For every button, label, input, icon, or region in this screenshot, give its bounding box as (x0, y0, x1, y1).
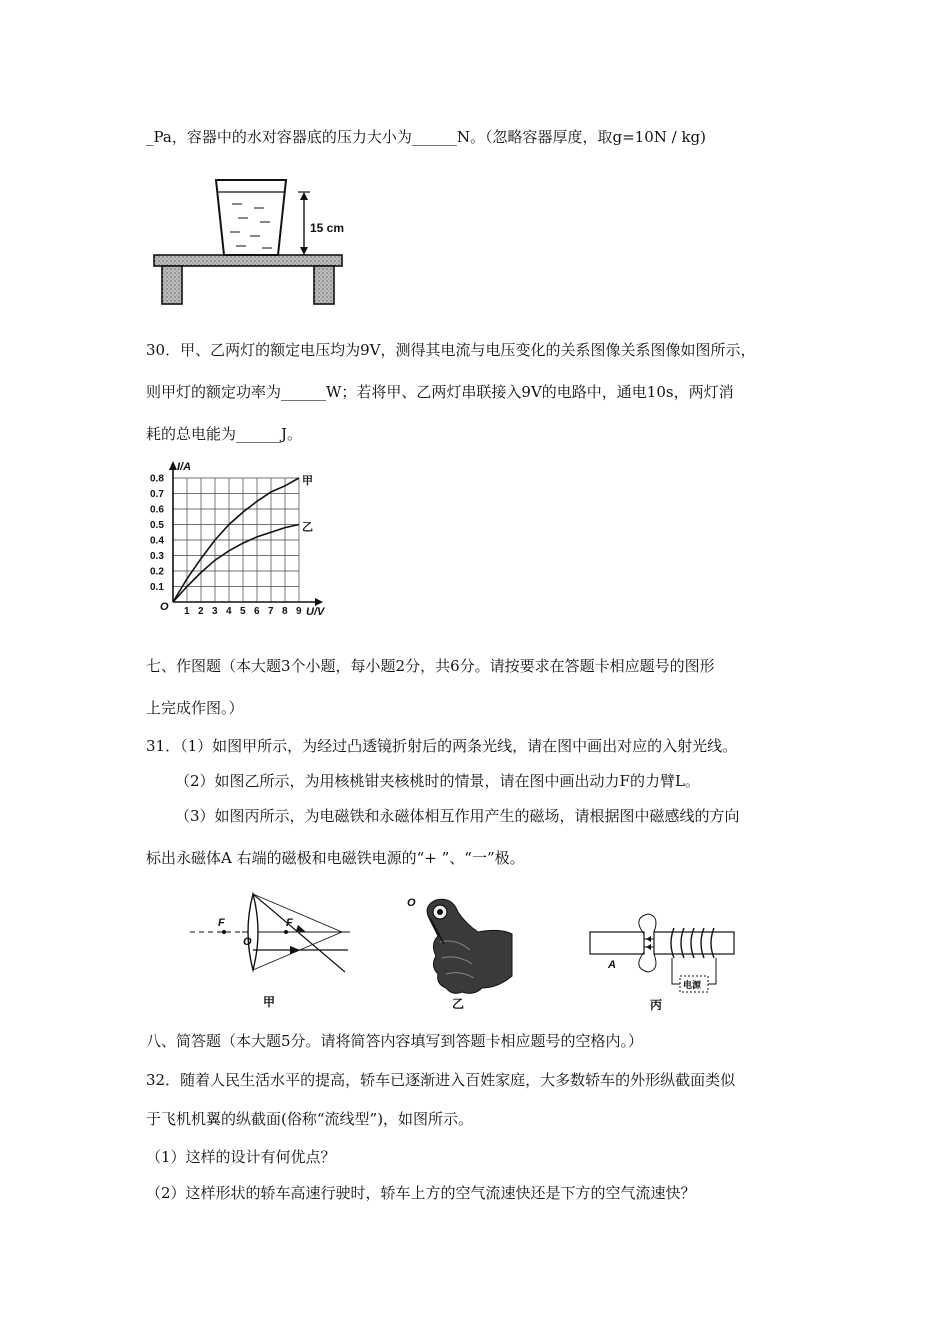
iv-chart (145, 458, 345, 618)
chart-grid (173, 478, 299, 602)
fig-yi-nutcracker (400, 892, 520, 1012)
q32-line-1: 32．随着人民生活水平的提高，轿车已逐渐进入百姓家庭，大多数轿车的外形纵截面类似 (146, 1071, 736, 1089)
q32-line-2: 于飞机机翼的纵截面(俗称“流线型”)，如图所示。 (146, 1110, 474, 1128)
fig-bing-electromagnet (588, 912, 738, 1012)
x-tick-label: 3 (212, 606, 218, 617)
q30-line-3: 耗的总电能为______J。 (146, 425, 303, 443)
section7-line-1: 七、作图题（本大题3个小题，每小题2分，共6分。请按要求在答题卡相应题号的图形 (146, 657, 715, 675)
focus-left-label: F (218, 917, 225, 929)
q30-line-1: 30．甲、乙两灯的额定电压均为9V，测得其电流与电压变化的关系图像关系图像如图所示， (146, 341, 756, 359)
y-tick-label: 0.2 (150, 566, 164, 578)
height-arrow (298, 192, 310, 255)
q29-container-figure (150, 172, 360, 307)
x-tick-label: 6 (254, 606, 260, 617)
chart-xlabel: U/V (306, 606, 325, 618)
series-label: 乙 (302, 521, 313, 534)
fig-yi-caption: 乙 (452, 997, 465, 1011)
container-shape (216, 180, 286, 255)
x-tick-label: 9 (296, 606, 302, 617)
y-tick-label: 0.5 (150, 520, 164, 531)
fig-bing-caption: 丙 (650, 998, 663, 1012)
q31-line-1: 31．（1）如图甲所示，为经过凸透镜折射后的两条光线，请在图中画出对应的入射光线。 (146, 737, 738, 755)
height-label: 15 cm (310, 221, 345, 235)
y-tick-label: 0.8 (150, 473, 164, 485)
q31-line-2: （2）如图乙所示，为用核桃钳夹核桃时的情景，请在图中画出动力F的力臂L。 (175, 772, 700, 790)
table-shape (154, 255, 342, 304)
focus-right-label: F (286, 917, 293, 929)
x-tick-label: 4 (226, 606, 232, 617)
y-tick-label: 0.4 (150, 535, 164, 547)
q29-text: _Pa，容器中的水对容器底的压力大小为______N。（忽略容器厚度，取g=10N / kg) (146, 128, 707, 146)
section7-line-2: 上完成作图。） (146, 699, 244, 717)
q30-line-2: 则甲灯的额定功率为______W；若将甲、乙两灯串联接入9V的电路中，通电10s，两灯消 (146, 383, 734, 401)
series-line (173, 525, 299, 603)
chart-axes (169, 461, 323, 606)
x-tick-label: 7 (268, 606, 274, 617)
x-tick-label: 1 (184, 606, 190, 617)
q32-line-3: （1）这样的设计有何优点？ (146, 1148, 336, 1166)
magnet-label: A (608, 959, 616, 971)
q32-line-4: （2）这样形状的轿车高速行驶时，轿车上方的空气流速快还是下方的空气流速快？ (146, 1184, 696, 1202)
section8-line-1: 八、简答题（本大题5分。请将简答内容填写到答题卡相应题号的空格内。） (146, 1032, 644, 1050)
fig-jia-caption: 甲 (263, 995, 276, 1009)
y-tick-label: 0.7 (150, 489, 164, 500)
x-tick-label: 2 (198, 606, 204, 617)
series-label: 甲 (302, 475, 313, 487)
power-label: 电源 (683, 980, 702, 990)
q31-line-3: （3）如图丙所示，为电磁铁和永磁体相互作用产生的磁场，请根据图中磁感线的方向 (175, 807, 740, 825)
x-tick-label: 5 (240, 606, 246, 617)
q31-line-4: 标出永磁体A 右端的磁极和电磁铁电源的“+ ”、“一”极。 (146, 849, 525, 867)
y-tick-label: 0.1 (150, 582, 164, 593)
y-tick-label: 0.3 (150, 551, 164, 562)
y-tick-label: 0.6 (150, 504, 164, 516)
x-tick-label: 8 (282, 606, 288, 617)
fig-jia-lens (190, 888, 355, 1013)
lens-center-label: O (243, 936, 252, 948)
chart-origin-label: O (160, 601, 169, 613)
chart-ylabel: I/A (177, 461, 192, 473)
pivot-label: O (407, 897, 416, 909)
